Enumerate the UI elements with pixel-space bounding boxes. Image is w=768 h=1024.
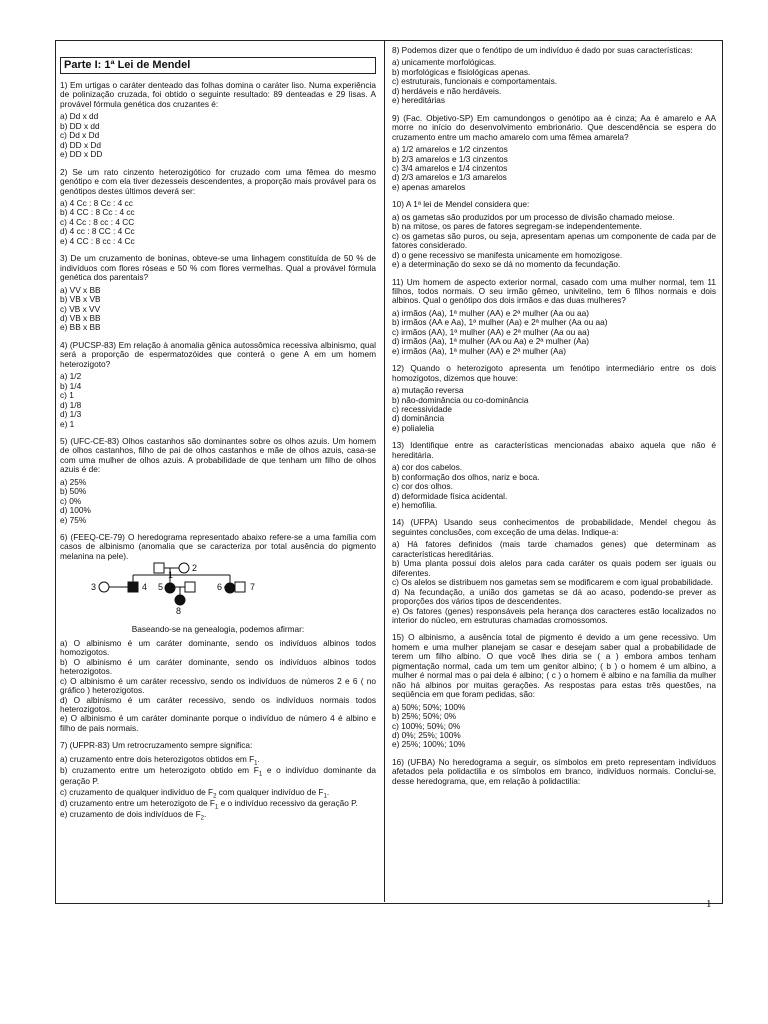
option-text: e o indivíduo dominante da geração P. xyxy=(60,764,376,786)
answer-option: d) deformidade física acidental. xyxy=(392,490,508,501)
answer-option: e) irmãos (Aa), 1ª mulher (AA) e 2ª mulher (Aa) xyxy=(392,345,566,356)
question-text: 7) (UFPR-83) Um retrocruzamento sempre significa: xyxy=(60,740,253,751)
answer-option: a) mutação reversa xyxy=(392,385,464,396)
answer-option: b) na mitose, os pares de fatores segregam-se independentemente. xyxy=(392,221,642,232)
question-7-options xyxy=(60,754,376,820)
question-text: 16) (UFBA) No heredograma a seguir, os símbolos em preto representam indivíduos afetados pela polidactilia e os símbolos em branco, indivíduos normais. Conclui-se, desse heredograma, que, em relação à polidactilia: xyxy=(392,756,716,786)
option-list xyxy=(60,286,376,333)
option-list xyxy=(392,145,716,192)
question-text: 8) Podemos dizer que o fenótipo de um indivíduo é dado por suas características: xyxy=(392,45,693,55)
pedigree-female-5-affected xyxy=(165,583,175,593)
answer-option: e) apenas amarelos xyxy=(392,181,466,192)
question-text: 12) Quando o heterozigoto apresenta um fenótipo intermediário entre os dois homozigotos, dizemos que houve: xyxy=(392,363,716,383)
question-text: 3) De um cruzamento de boninas, obteve-se uma linhagem constituída de 50 % de indivíduos com flores róseas e 50 % com flores vermelhas. Qual a provável fórmula genética dos parentais? xyxy=(60,253,376,283)
answer-option: b) O albinismo é um caráter dominante, sendo os indivíduos albinos todos heterozigotos. xyxy=(60,656,376,677)
answer-option: a) Dd x dd xyxy=(60,111,99,122)
part-title: Parte I: 1ª Lei de Mendel xyxy=(60,57,376,74)
question xyxy=(60,437,376,525)
label-6: 6 xyxy=(217,582,223,593)
label-3: 3 xyxy=(91,582,97,593)
answer-option: c) Os alelos se distribuem nos gametas sem se modificarem e com igual probabilidade. xyxy=(392,577,713,588)
answer-option: d) O albinismo é um caráter recessivo, sendo os indivíduos normais todos heterozigotos. xyxy=(60,694,376,715)
pedigree-male-4-affected xyxy=(128,582,138,592)
question-text: 5) (UFC-CE-83) Olhos castanhos são dominantes sobre os olhos azuis. Um homem de olhos castanhos, filho de pai de olhos castanhos e mãe de olhos azuis, casa-se com uma mulher de olhos azuis. A probabilidade de que tenham um filho de olhos azuis é de: xyxy=(60,435,376,475)
question-6 xyxy=(60,533,376,733)
question-text: 15) O albinismo, a ausência total de pigmento é devido a um gene recessivo. Um homem e uma mulher planejam se casar e desejam saber qual a probabilidade de terem um filho albino. O que você lhes diria se ( a ) embora ambos tenham pigmentação normal, cada um tem um genitor albino; ( b ) o homem é um albino, a mulher é normal mas o pai dela é albino; ( c ) o homem é albino e na família da mulher não há albinos por muitas gerações. As respostas para estas três questões, na seqüência em que foram pedidas, são: xyxy=(392,632,716,700)
answer-option: c) 100%; 50%; 0% xyxy=(392,720,461,731)
option-list xyxy=(60,478,376,525)
question xyxy=(392,200,716,269)
answer-option: a) 50%; 50%; 100% xyxy=(392,701,466,712)
label-7: 7 xyxy=(250,582,256,593)
answer-option: b) 50% xyxy=(60,486,87,497)
answer-option: d) 4 cc : 8 CC : 4 Cc xyxy=(60,226,135,237)
pedigree-female-8-affected xyxy=(175,595,185,605)
answer-option xyxy=(60,798,376,809)
answer-option: d) 1/3 xyxy=(60,409,82,420)
question-text: 4) (PUCSP-83) Em relação à anomalia gênica autossômica recessiva albinismo, qual será a proporção de espermatozóides que conterá o gene A em um homem heterozigoto? xyxy=(60,339,376,369)
pedigree-male-spouse xyxy=(185,582,195,592)
answer-option: a) unicamente morfológicas. xyxy=(392,57,497,68)
question-text: 6) (FEEQ-CE-79) O heredograma representado abaixo refere-se a uma família com casos de albinismo (anomalia que se caracteriza por total ausência do pigmento melanina na pele). xyxy=(60,532,376,561)
answer-option: d) 100% xyxy=(60,505,91,516)
answer-option: e) polialelia xyxy=(392,422,434,433)
question xyxy=(60,81,376,160)
question xyxy=(392,633,716,749)
answer-option: c) estruturais, funcionais e comportamentais. xyxy=(392,76,558,87)
answer-option xyxy=(60,754,376,765)
answer-option: e) DD x DD xyxy=(60,149,103,160)
option-text: e o indivíduo recessivo da geração P. xyxy=(218,797,358,808)
answer-option: a) 1/2 xyxy=(60,371,82,382)
answer-option: d) 2/3 amarelos e 1/3 amarelos xyxy=(392,172,507,183)
answer-option: a) VV x BB xyxy=(60,284,101,295)
option-list xyxy=(392,309,716,356)
answer-option: b) 1/4 xyxy=(60,380,82,391)
question-text: 14) (UFPA) Usando seus conhecimentos de probabilidade, Mendel chegou às seguintes conclusões, com exceção de uma delas. Indique-a: xyxy=(392,517,716,537)
option-list xyxy=(60,199,376,246)
answer-option: c) recessividade xyxy=(392,403,452,414)
answer-option: d) herdáveis e não herdáveis. xyxy=(392,85,502,96)
option-text: a) cruzamento entre dois heterozigotos obtidos em F xyxy=(60,753,255,764)
page-number: 1 xyxy=(706,898,712,910)
option-text: c) cruzamento de qualquer indivíduo de F xyxy=(60,786,214,797)
answer-option: e) BB x BB xyxy=(60,322,101,333)
answer-option: d) 0%; 25%; 100% xyxy=(392,730,461,740)
answer-option: b) VB x VB xyxy=(60,294,101,305)
answer-option: c) 1 xyxy=(60,390,74,401)
answer-option: d) dominância xyxy=(392,413,445,424)
answer-option: c) VB x VV xyxy=(60,303,101,314)
right-questions xyxy=(392,46,716,786)
option-text: d) cruzamento entre um heterozigoto de F xyxy=(60,797,215,808)
question-text: 10) A 1ª lei de Mendel considera que: xyxy=(392,199,530,210)
answer-option: c) 4 Cc : 8 cc : 4 CC xyxy=(60,216,135,227)
answer-option: e) 4 CC : 8 cc : 4 Cc xyxy=(60,235,135,246)
answer-option: e) hemofilia. xyxy=(392,500,438,511)
answer-option: b) 25%; 50%; 0% xyxy=(392,711,457,722)
option-text: . xyxy=(257,753,260,764)
question xyxy=(392,364,716,433)
left-questions xyxy=(60,81,376,525)
answer-option: e) a determinação do sexo se dá no momento da fecundação. xyxy=(392,259,621,270)
answer-option: d) o gene recessivo se manifesta unicamente em homozigose. xyxy=(392,249,623,260)
answer-option: c) 3/4 amarelos e 1/4 cinzentos xyxy=(392,162,508,173)
answer-option: b) morfológicas e fisiológicas apenas. xyxy=(392,66,531,77)
option-list xyxy=(392,58,716,105)
label-4: 4 xyxy=(142,582,148,593)
question-text: 13) Identifique entre as características mencionadas abaixo aquela que não é hereditária. xyxy=(392,440,716,460)
pedigree-female-6-affected xyxy=(225,583,235,593)
option-text: com qualquer indivíduo de F xyxy=(216,786,324,797)
question-7 xyxy=(60,740,376,822)
option-list xyxy=(60,112,376,159)
subscript: 2 xyxy=(200,815,205,822)
answer-option: b) Uma planta possui dois alelos para cada caráter os quais podem ser iguais ou diferentes. xyxy=(392,558,716,578)
subscript: 2 xyxy=(213,793,217,800)
label-5: 5 xyxy=(158,582,164,593)
answer-option: a) 4 Cc : 8 Cc : 4 cc xyxy=(60,197,133,208)
label-8: 8 xyxy=(176,606,182,617)
option-text: . xyxy=(326,786,330,797)
question-text: 9) (Fac. Objetivo-SP) Em camundongos o genótipo aa é cinza; Aa é amarelo e AA morre no início do desenvolvimento embrionário. Que descendência se espera do cruzamento entre um macho amarelo com uma fêmea amarela? xyxy=(392,112,716,142)
answer-option: a) irmãos (Aa), 1ª mulher (AA) e 2ª mulher (Aa ou aa) xyxy=(392,307,590,318)
answer-option: a) cor dos cabelos. xyxy=(392,462,463,473)
question xyxy=(392,278,716,357)
answer-option: d) irmãos (Aa), 1ª mulher (AA ou Aa) e 2ª mulher (Aa) xyxy=(392,336,590,347)
answer-option: d) VB x BB xyxy=(60,312,101,323)
answer-option: c) Dd x Dd xyxy=(60,130,100,141)
answer-option: c) os gametas são puros, ou seja, apresentam apenas um componente de cada par de fatores considerado. xyxy=(392,230,716,251)
answer-option: c) 0% xyxy=(60,495,82,506)
option-list xyxy=(60,372,376,429)
answer-option: d) Na fecundação, a união dos gametas se dá ao acaso, podendo-se prever as proporções dos vários tipos de descendentes. xyxy=(392,586,716,607)
option-text: b) cruzamento entre um heterozigoto obtido em F xyxy=(60,764,259,775)
question-6-options xyxy=(60,639,376,734)
question xyxy=(60,168,376,247)
answer-option: b) 2/3 amarelos e 1/3 cinzentos xyxy=(392,153,508,164)
answer-option: b) irmãos (AA e Aa), 1ª mulher (Aa) e 2ª mulher (Aa ou aa) xyxy=(392,317,608,328)
answer-option: e) 75% xyxy=(60,514,87,525)
option-list xyxy=(392,703,716,750)
question xyxy=(60,254,376,333)
right-column xyxy=(392,46,716,786)
question xyxy=(392,114,716,193)
label-1: 1 xyxy=(168,570,174,581)
pedigree-caption: Baseando-se na genealogia, podemos afirmar: xyxy=(131,624,305,635)
answer-option: b) DD x dd xyxy=(60,120,100,131)
answer-option: a) 1/2 amarelos e 1/2 cinzentos xyxy=(392,144,508,155)
option-text: . xyxy=(204,808,207,819)
answer-option: c) O albinismo é um caráter recessivo, sendo os indivíduos de números 2 e 6 ( no gráfico ) heterozigotos. xyxy=(60,675,376,696)
question-text: 1) Em urtigas o caráter denteado das folhas domina o caráter liso. Numa experiência de polinização cruzada, foi obtido o seguinte resultado: 89 denteadas e 29 lisas. A provável fórmula genética dos cruzantes é: xyxy=(60,80,376,109)
option-list xyxy=(392,213,716,270)
answer-option: b) não-dominância ou co-dominância xyxy=(392,394,529,405)
pedigree-male-1 xyxy=(154,563,164,573)
answer-option: a) Há fatores definidos (mais tarde chamados genes) que determinam as características hereditárias. xyxy=(392,539,716,559)
answer-option: b) conformação dos olhos, nariz e boca. xyxy=(392,471,540,482)
question xyxy=(392,441,716,510)
answer-option xyxy=(60,787,376,798)
pedigree-male-7 xyxy=(235,582,245,592)
answer-option: e) Os fatores (genes) responsáveis pela herança dos caracteres estão localizados no interior do núcleo, em estruturas chamadas cromossomos. xyxy=(392,605,716,626)
answer-option: b) 4 CC : 8 Cc : 4 cc xyxy=(60,207,135,218)
left-column xyxy=(60,46,376,820)
answer-option: c) cor dos olhos. xyxy=(392,481,453,492)
answer-option: a) 25% xyxy=(60,476,87,487)
subscript: 1 xyxy=(214,804,219,811)
label-2: 2 xyxy=(192,563,198,574)
answer-option: a) os gametas são produzidos por um processo de divisão chamado meiose. xyxy=(392,211,675,222)
option-text: e) cruzamento de dois indivíduos de F xyxy=(60,808,201,819)
answer-option: c) irmãos (AA), 1ª mulher (AA) e 2ª mulher (Aa ou aa) xyxy=(392,326,590,337)
question xyxy=(392,758,716,786)
question xyxy=(392,46,716,106)
answer-option xyxy=(60,765,376,787)
answer-option: e) O albinismo é um caráter dominante porque o indivíduo de número 4 é albino e filho de pais normais. xyxy=(60,713,376,733)
subscript: 1 xyxy=(258,771,263,778)
pedigree-chart xyxy=(90,561,290,621)
question-text: 2) Se um rato cinzento heterozigótico for cruzado com uma fêmea do mesmo genótipo e com ela tiver dezesseis descendentes, a proporção mais provável para os genótipos destes últimos deverá ser: xyxy=(60,166,376,196)
option-list xyxy=(392,463,716,510)
answer-option: d) 1/8 xyxy=(60,399,82,410)
option-list xyxy=(392,386,716,433)
pedigree-female-2 xyxy=(179,563,189,573)
answer-option: d) DD x Dd xyxy=(60,139,102,150)
pedigree-female-3 xyxy=(99,582,109,592)
column-divider xyxy=(384,40,385,902)
answer-option: e) 25%; 100%; 10% xyxy=(392,739,466,750)
answer-option: a) O albinismo é um caráter dominante, sendo os indivíduos albinos todos homozigotos. xyxy=(60,637,376,658)
question xyxy=(392,518,716,625)
answer-option: e) 1 xyxy=(60,418,75,429)
option-list xyxy=(392,540,716,625)
answer-option: e) hereditárias xyxy=(392,95,446,106)
subscript: 1 xyxy=(323,793,327,800)
question xyxy=(60,341,376,429)
subscript: 1 xyxy=(254,760,258,767)
question-text: 11) Um homem de aspecto exterior normal, casado com uma mulher normal, tem 11 filhos, todos normais. O seu irmão gêmeo, univitelino, tem 6 filhos normais e dois albinos. Qual o genótipo dos dois irmãos e das duas mulheres? xyxy=(392,276,716,306)
